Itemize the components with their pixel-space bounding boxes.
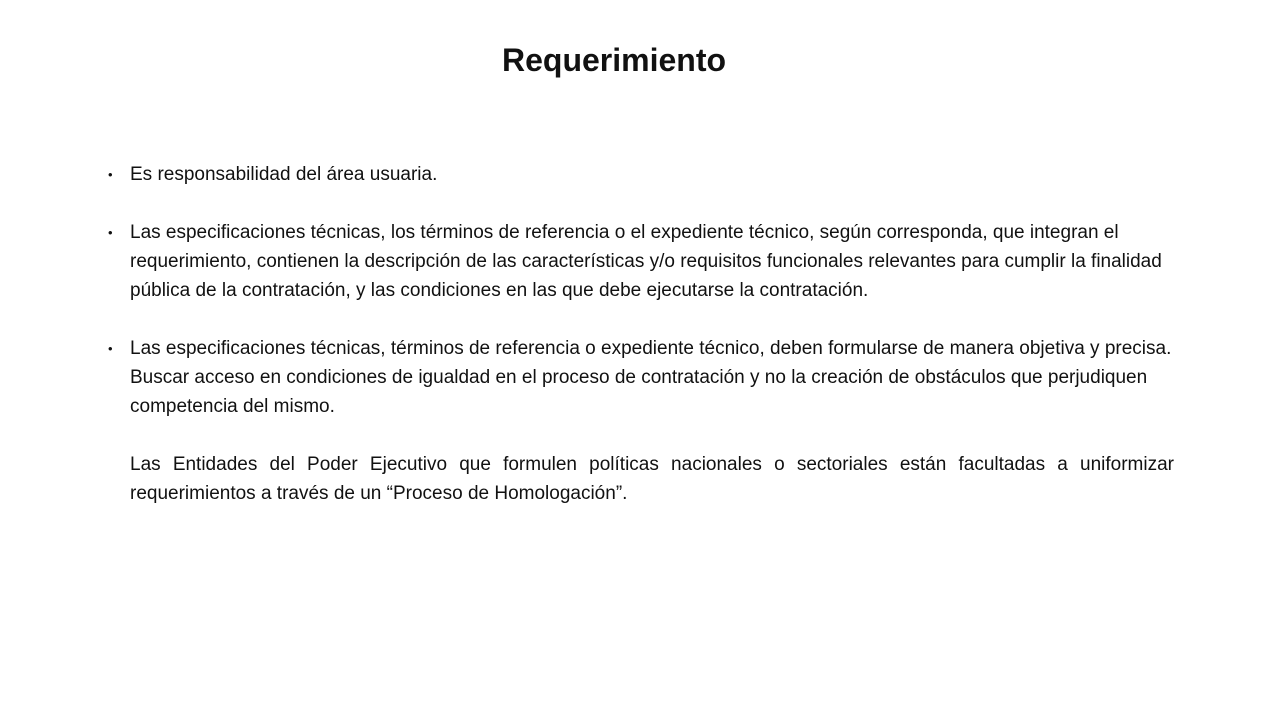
bullet-text: Las especificaciones técnicas, términos de referencia o expediente técnico, deben formularse de manera objetiva y precisa. Buscar acceso en condiciones de igualdad en el proceso de contratación y no la creación de obstáculos que perjudiquen competencia del mismo. <box>130 338 1172 417</box>
bullet-icon: • <box>108 341 113 356</box>
bullet-icon: • <box>108 167 113 182</box>
homologation-paragraph: Las Entidades del Poder Ejecutivo que formulen políticas nacionales o sectoriales están facultadas a uniformizar requerimientos a través de un “Proceso de Homologación”. <box>130 454 1174 504</box>
bullet-text: Las especificaciones técnicas, los términos de referencia o el expediente técnico, según corresponda, que integran el requerimiento, contienen la descripción de las características y/o requisitos funcionales relevantes para cumplir la finalidad pública de la contratación, y las condiciones en las que debe ejecutarse la contratación. <box>130 222 1162 301</box>
bullet-item <box>108 218 1174 305</box>
bullet-item <box>108 160 1174 189</box>
bullet-text: Es responsabilidad del área usuaria. <box>130 164 438 185</box>
bullet-item <box>108 334 1174 421</box>
slide-title: Requerimiento <box>501 42 727 78</box>
slide-body <box>108 160 1174 508</box>
bullet-icon: • <box>108 225 113 240</box>
